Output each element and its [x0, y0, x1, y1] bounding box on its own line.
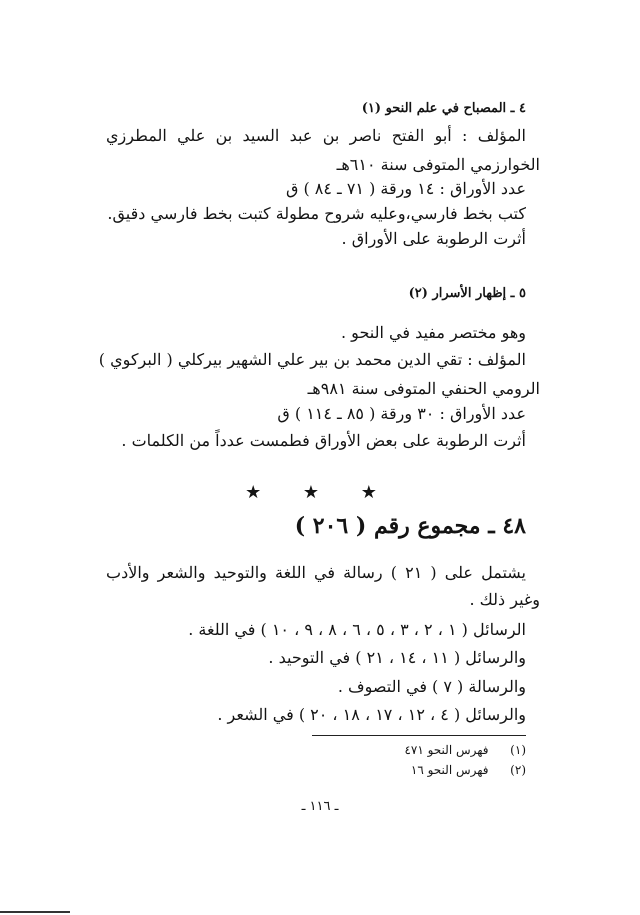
- collection-item-1: الرسائل ( ١ ، ٢ ، ٣ ، ٥ ، ٦ ، ٨ ، ٩ ، ١٠ ) في اللغة .: [188, 620, 526, 639]
- entry-5-author-line-1: المؤلف : تقي الدين محمد بن بير علي الشهير بيركلي ( البركوي ): [98, 350, 526, 369]
- collection-intro-line-1: يشتمل على ( ٢١ ) رسالة في اللغة والتوحيد والشعر والأدب: [106, 563, 526, 582]
- collection-intro-line-2: وغير ذلك .: [469, 590, 540, 609]
- entry-5-condition: أثرت الرطوبة على بعض الأوراق فطمست عدداً من الكلمات .: [121, 431, 526, 450]
- footnote-1: [404, 744, 526, 756]
- footnote-2: [411, 764, 526, 776]
- collection-heading: ٤٨ ـ مجموع رقم ( ٢٠٦ ): [294, 513, 526, 539]
- entry-4-script: كتب بخط فارسي،وعليه شروح مطولة كتبت بخط فارسي دقيق.: [107, 204, 526, 223]
- entry-4-author-line-2: الخوارزمي المتوفى سنة ٦١٠هـ: [336, 155, 540, 174]
- entry-4-condition: أثرت الرطوبة على الأوراق .: [341, 229, 526, 248]
- footnote-1-text: فهرس النحو ٤٧١: [404, 743, 489, 757]
- entry-5-folios: عدد الأوراق : ٣٠ ورقة ( ٨٥ ـ ١١٤ ) ق: [277, 404, 526, 423]
- scan-edge-line: [0, 911, 70, 913]
- entry-5-author-line-2: الرومي الحنفي المتوفى سنة ٩٨١هـ: [307, 379, 540, 398]
- collection-item-4: والرسائل ( ٤ ، ١٢ ، ١٧ ، ١٨ ، ٢٠ ) في الشعر .: [217, 705, 526, 724]
- entry-5-heading: ٥ ـ إظهار الأسرار (٢): [408, 286, 526, 301]
- entry-4-author-line-1: المؤلف : أبو الفتح ناصر بن عبد السيد بن علي المطرزي: [106, 126, 526, 145]
- footnote-2-marker: (٢): [510, 763, 526, 777]
- collection-item-2: والرسائل ( ١١ ، ١٤ ، ٢١ ) في التوحيد .: [268, 648, 526, 667]
- entry-4-folios: عدد الأوراق : ١٤ ورقة ( ٧١ ـ ٨٤ ) ق: [285, 179, 526, 198]
- page-number: ـ ١١٦ ـ: [301, 799, 339, 814]
- entry-4-heading: ٤ ـ المصباح في علم النحو (١): [361, 101, 526, 116]
- collection-item-3: والرسالة ( ٧ ) في التصوف .: [337, 677, 526, 696]
- entry-5-description: وهو مختصر مفيد في النحو .: [341, 323, 526, 342]
- footnote-2-text: فهرس النحو ١٦: [410, 763, 489, 777]
- footnote-1-marker: (١): [510, 743, 526, 757]
- footnote-rule: [312, 735, 526, 736]
- section-separator: ★ ★ ★: [245, 482, 395, 503]
